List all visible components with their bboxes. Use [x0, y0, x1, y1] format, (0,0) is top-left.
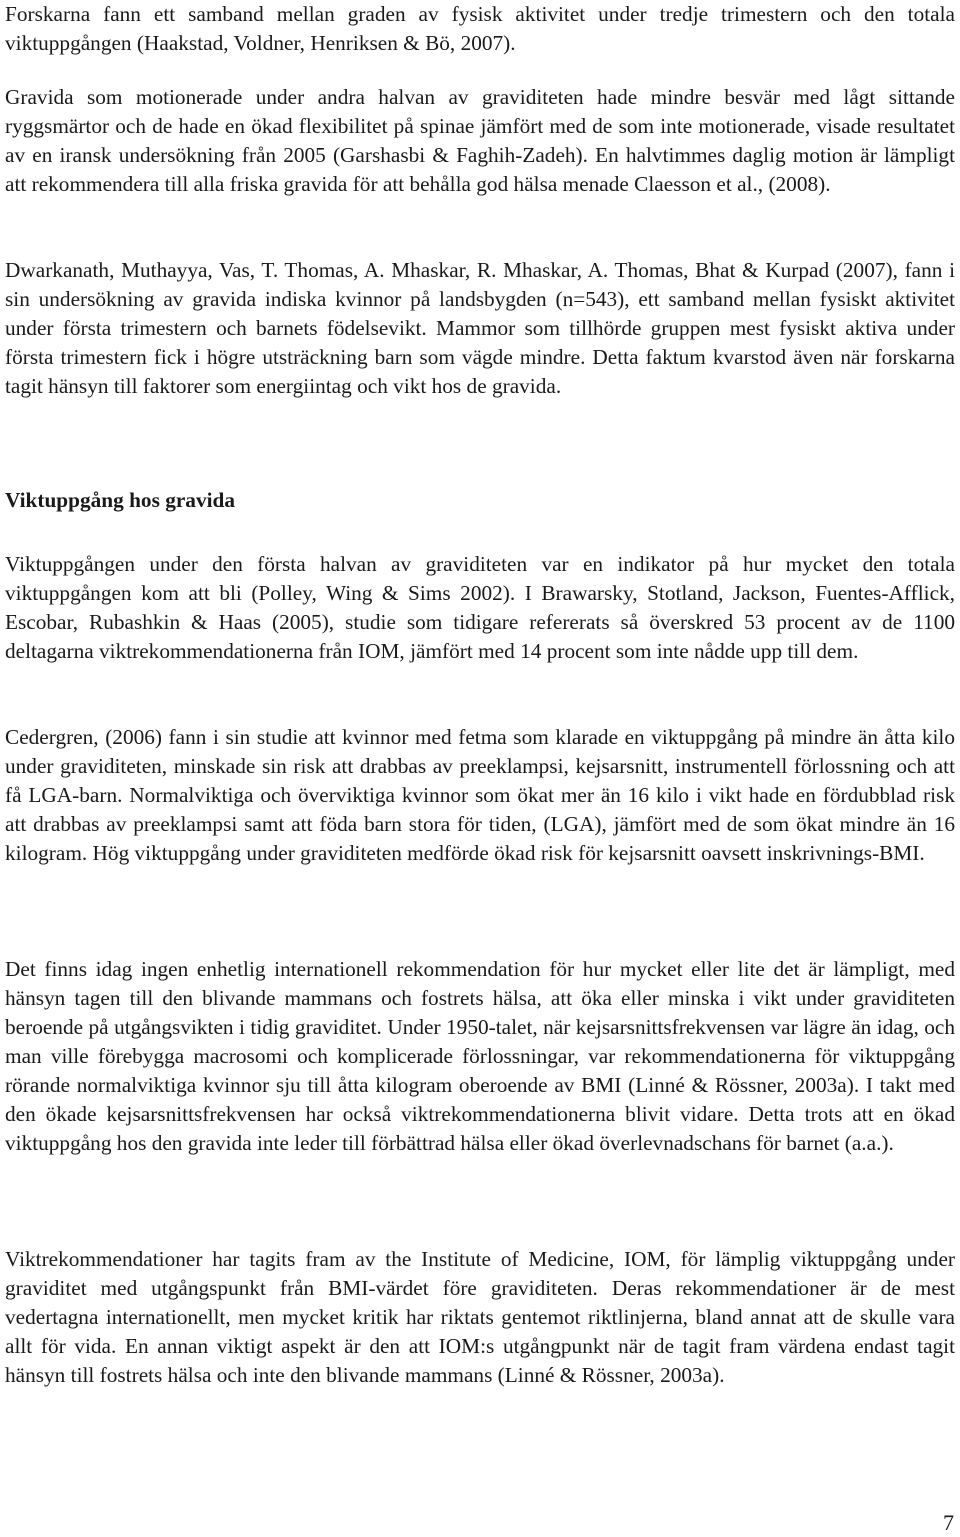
paragraph-weight-gain-indicator: Viktuppgången under den första halvan av graviditeten var en indikator på hur mycket den totala viktuppgången kom att bli (Polley, Wing & Sims 2002). I Brawarsky, Stotland, Jackson, Fuentes-Afflick, Escobar, Rubashkin & Haas (2005), studie som tidigare refererats så överskred 53 procent av de 1100 deltagarna viktrekommendationerna från IOM, jämfört med 14 procent som inte nådde upp till dem. — [5, 552, 955, 663]
page-number: 7 — [943, 1510, 954, 1535]
paragraph-india-study: Dwarkanath, Muthayya, Vas, T. Thomas, A. Mhaskar, R. Mhaskar, A. Thomas, Bhat & Kurpad (2007), fann i sin undersökning av gravida indiska kvinnor på landsbygden (n=543), ett samband mellan fysiskt aktivitet under första trimestern och barnets födelsevikt. Mammor som tillhörde gruppen mest fysiskt aktiva under första trimestern fick i högre utsträckning barn som vägde mindre. Detta faktum kvarstod även när forskarna tagit hänsyn till faktorer som energiintag och vikt hos de gravida. — [5, 258, 955, 398]
paragraph-cedergren-study: Cedergren, (2006) fann i sin studie att kvinnor med fetma som klarade en viktuppgång på mindre än åtta kilo under graviditeten, minskade sin risk att drabbas av preeklampsi, kejsarsnitt, instrumentell förlossning och att få LGA-barn. Normalviktiga och överviktiga kvinnor som ökat mer än 16 kilo i vikt hade en fördubblad risk att drabbas av preeklampsi samt att föda barn stora för tiden, (LGA), jämfört med de som ökat mindre än 16 kilogram. Hög viktuppgång under graviditeten medförde ökad risk för kejsarsnitt oavsett inskrivnings-BMI. — [5, 725, 955, 865]
paragraph-international-recommendation: Det finns idag ingen enhetlig internationell rekommendation för hur mycket eller lite det är lämpligt, med hänsyn tagen till den blivande mammans och fostrets hälsa, att öka eller minska i vikt under graviditeten beroende på utgångsvikten i tidig graviditet. Under 1950-talet, när kejsarsnittsfrekvensen var lägre än idag, och man ville förebygga macrosomi och komplicerade förlossningar, var rekommendationerna för viktuppgång rörande normalviktiga kvinnor sju till åtta kilogram oberoende av BMI (Linné & Rössner, 2003a). I takt med den ökade kejsarsnittsfrekvensen har också viktrekommendationerna blivit vidare. Detta trots att en ökad viktuppgång hos den gravida inte leder till förbättrad hälsa eller ökad överlevnadschans för barnet (a.a.). — [5, 957, 955, 1155]
paragraph-exercise-back-pain: Gravida som motionerade under andra halvan av graviditeten hade mindre besvär med lågt sittande ryggsmärtor och de hade en ökad flexibilitet på spinae jämfört med de som inte motionerade, visade resultatet av en iransk undersökning från 2005 (Garshasbi & Faghih-Zadeh). En halvtimmes daglig motion är lämpligt att rekommendera till alla friska gravida för att behålla god hälsa menade Claesson et al., (2008). — [5, 85, 955, 196]
paragraph-iom-recommendations: Viktrekommendationer har tagits fram av the Institute of Medicine, IOM, för lämplig viktuppgång under graviditet med utgångspunkt från BMI-värdet före graviditeten. Deras rekommendationer är de mest vedertagna internationellt, men mycket kritik har riktats gentemot riktlinjerna, bland annat att de skulle vara allt för vida. En annan viktigt aspekt är den att IOM:s utgångpunkt när de tagit fram värdena endast tagit hänsyn till fostrets hälsa och inte den blivande mammans (Linné & Rössner, 2003a). — [5, 1247, 955, 1387]
paragraph-physical-activity-third-trimester: Forskarna fann ett samband mellan graden av fysisk aktivitet under tredje trimestern och den totala viktuppgången (Haakstad, Voldner, Henriksen & Bö, 2007). — [5, 2, 955, 55]
section-heading: Viktuppgång hos gravida — [5, 488, 236, 512]
